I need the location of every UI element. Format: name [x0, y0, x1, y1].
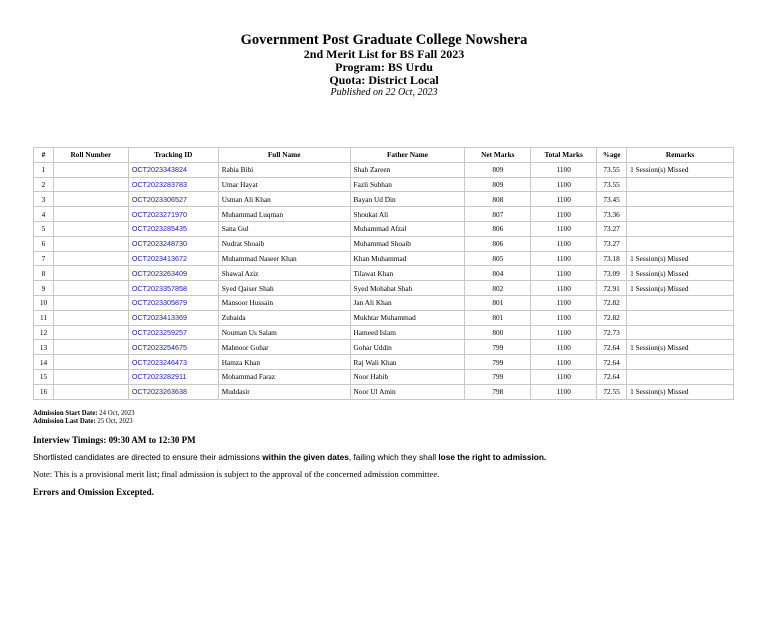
column-header-net-marks: Net Marks [465, 148, 531, 163]
column-header-tracking-id: Tracking ID [128, 148, 218, 163]
percentage: 73.36 [597, 207, 627, 222]
full-name: Shawal Aziz [218, 266, 350, 281]
father-name: Muhammad Shoaib [350, 236, 465, 251]
total-marks: 1100 [531, 369, 597, 384]
full-name: Mansoor Hussain [218, 295, 350, 310]
row-number: 13 [34, 340, 54, 355]
provisional-note: Note: This is a provisional merit list; final admission is subject to the approval of the concerned admission committee. [33, 469, 440, 479]
percentage: 73.55 [597, 177, 627, 192]
instructions-text-1: Shortlisted candidates are directed to ensure their admissions [33, 452, 263, 462]
total-marks: 1100 [531, 295, 597, 310]
total-marks: 1100 [531, 162, 597, 177]
percentage: 72.82 [597, 295, 627, 310]
remarks [627, 355, 734, 370]
row-number: 15 [34, 369, 54, 384]
errors-omission-note: Errors and Omission Excepted. [33, 487, 154, 497]
remarks [627, 177, 734, 192]
net-marks: 798 [465, 384, 531, 399]
admission-instructions [33, 452, 546, 462]
total-marks: 1100 [531, 236, 597, 251]
full-name: Hamza Khan [218, 355, 350, 370]
column-header-number: # [34, 148, 54, 163]
full-name: Zubaida [218, 310, 350, 325]
table-row [34, 162, 734, 177]
column-header-father-name: Father Name [350, 148, 465, 163]
total-marks: 1100 [531, 355, 597, 370]
table-row [34, 295, 734, 310]
column-header-full-name: Full Name [218, 148, 350, 163]
net-marks: 805 [465, 251, 531, 266]
tracking-id-link[interactable]: OCT2023248730 [128, 236, 218, 251]
published-date: Published on 22 Oct, 2023 [330, 87, 438, 98]
roll-number [53, 221, 128, 236]
remarks: 1 Session(s) Missed [627, 281, 734, 296]
father-name: Mukhtar Muhammad [350, 310, 465, 325]
remarks [627, 310, 734, 325]
percentage: 72.91 [597, 281, 627, 296]
total-marks: 1100 [531, 192, 597, 207]
tracking-id-link[interactable]: OCT2023305879 [128, 295, 218, 310]
row-number: 2 [34, 177, 54, 192]
full-name: Muhammad Luqman [218, 207, 350, 222]
college-title: Government Post Graduate College Nowshera [240, 32, 528, 48]
roll-number [53, 340, 128, 355]
admission-start-value: 24 Oct, 2023 [99, 410, 135, 417]
father-name: Raj Wali Khan [350, 355, 465, 370]
column-header-remarks: Remarks [627, 148, 734, 163]
total-marks: 1100 [531, 325, 597, 340]
table-header-row [34, 148, 734, 163]
tracking-id-link[interactable]: OCT2023343824 [128, 162, 218, 177]
full-name: Sana Gul [218, 221, 350, 236]
net-marks: 804 [465, 266, 531, 281]
father-name: Syed Mohabat Shah [350, 281, 465, 296]
remarks: 1 Session(s) Missed [627, 340, 734, 355]
roll-number [53, 266, 128, 281]
total-marks: 1100 [531, 281, 597, 296]
remarks [627, 192, 734, 207]
table-row [34, 266, 734, 281]
percentage: 73.55 [597, 162, 627, 177]
table-row [34, 369, 734, 384]
total-marks: 1100 [531, 310, 597, 325]
row-number: 3 [34, 192, 54, 207]
remarks [627, 295, 734, 310]
total-marks: 1100 [531, 340, 597, 355]
table-row [34, 355, 734, 370]
merit-list-table [33, 147, 734, 400]
full-name: Syed Qaiser Shah [218, 281, 350, 296]
roll-number [53, 384, 128, 399]
full-name: Mohammad Faraz [218, 369, 350, 384]
instructions-bold-2: lose the right to admission. [438, 452, 547, 462]
total-marks: 1100 [531, 251, 597, 266]
net-marks: 799 [465, 369, 531, 384]
tracking-id-link[interactable]: OCT2023263638 [128, 384, 218, 399]
row-number: 14 [34, 355, 54, 370]
quota-title: Quota: District Local [329, 73, 439, 87]
tracking-id-link[interactable]: OCT2023271970 [128, 207, 218, 222]
roll-number [53, 177, 128, 192]
tracking-id-link[interactable]: OCT2023254675 [128, 340, 218, 355]
row-number: 7 [34, 251, 54, 266]
full-name: Mahnoor Gohar [218, 340, 350, 355]
roll-number [53, 325, 128, 340]
full-name: Nouman Us Salam [218, 325, 350, 340]
net-marks: 806 [465, 236, 531, 251]
table-row [34, 236, 734, 251]
total-marks: 1100 [531, 207, 597, 222]
roll-number [53, 310, 128, 325]
percentage: 73.45 [597, 192, 627, 207]
net-marks: 807 [465, 207, 531, 222]
net-marks: 799 [465, 355, 531, 370]
column-header-roll-number: Roll Number [53, 148, 128, 163]
father-name: Noor Habib [350, 369, 465, 384]
interview-timings: Interview Timings: 09:30 AM to 12:30 PM [33, 435, 196, 445]
full-name: Rabia Bibi [218, 162, 350, 177]
percentage: 73.27 [597, 221, 627, 236]
table-row [34, 207, 734, 222]
merit-list-title: 2nd Merit List for BS Fall 2023 [303, 47, 465, 61]
full-name: Umar Hayat [218, 177, 350, 192]
tracking-id-link[interactable]: OCT2023263409 [128, 266, 218, 281]
net-marks: 809 [465, 162, 531, 177]
total-marks: 1100 [531, 221, 597, 236]
net-marks: 806 [465, 221, 531, 236]
tracking-id-link[interactable]: OCT2023357858 [128, 281, 218, 296]
percentage: 72.64 [597, 340, 627, 355]
row-number: 1 [34, 162, 54, 177]
full-name: Muhammad Naseer Khan [218, 251, 350, 266]
roll-number [53, 355, 128, 370]
total-marks: 1100 [531, 177, 597, 192]
row-number: 9 [34, 281, 54, 296]
remarks: 1 Session(s) Missed [627, 251, 734, 266]
percentage: 72.55 [597, 384, 627, 399]
remarks: 1 Session(s) Missed [627, 266, 734, 281]
table-row [34, 384, 734, 399]
instructions-bold-1: within the given dates [262, 452, 349, 462]
table-row [34, 281, 734, 296]
admission-last-value: 25 Oct, 2023 [97, 418, 133, 425]
father-name: Shah Zareen [350, 162, 465, 177]
total-marks: 1100 [531, 384, 597, 399]
row-number: 4 [34, 207, 54, 222]
tracking-id-link[interactable]: OCT2023246473 [128, 355, 218, 370]
total-marks: 1100 [531, 266, 597, 281]
percentage: 72.64 [597, 355, 627, 370]
net-marks: 808 [465, 192, 531, 207]
roll-number [53, 162, 128, 177]
roll-number [53, 281, 128, 296]
remarks [627, 369, 734, 384]
father-name: Noor Ul Amin [350, 384, 465, 399]
percentage: 72.73 [597, 325, 627, 340]
table-row [34, 177, 734, 192]
admission-start-label: Admission Start Date: [33, 410, 98, 417]
column-header-total-marks: Total Marks [531, 148, 597, 163]
roll-number [53, 295, 128, 310]
percentage: 73.27 [597, 236, 627, 251]
program-title: Program: BS Urdu [335, 60, 433, 74]
table-row [34, 221, 734, 236]
percentage: 73.18 [597, 251, 627, 266]
admission-dates [33, 410, 135, 426]
net-marks: 801 [465, 310, 531, 325]
table-row [34, 310, 734, 325]
father-name: Muhammad Afzal [350, 221, 465, 236]
tracking-id-link[interactable]: OCT2023413672 [128, 251, 218, 266]
roll-number [53, 207, 128, 222]
remarks: 1 Session(s) Missed [627, 162, 734, 177]
column-header-percentage: %age [597, 148, 627, 163]
full-name: Nudrat Shoaib [218, 236, 350, 251]
father-name: Jan Ali Khan [350, 295, 465, 310]
table-row [34, 325, 734, 340]
tracking-id-link[interactable]: OCT2023259257 [128, 325, 218, 340]
tracking-id-link[interactable]: OCT2023282911 [128, 369, 218, 384]
remarks [627, 207, 734, 222]
percentage: 72.64 [597, 369, 627, 384]
full-name: Muddasir [218, 384, 350, 399]
net-marks: 799 [465, 340, 531, 355]
row-number: 11 [34, 310, 54, 325]
instructions-text-2: , failing which they shall [348, 452, 439, 462]
father-name: Shoukat Ali [350, 207, 465, 222]
roll-number [53, 192, 128, 207]
table-row [34, 192, 734, 207]
net-marks: 800 [465, 325, 531, 340]
father-name: Hameed Islam [350, 325, 465, 340]
row-number: 8 [34, 266, 54, 281]
tracking-id-link[interactable]: OCT2023413369 [128, 310, 218, 325]
row-number: 10 [34, 295, 54, 310]
table-row [34, 340, 734, 355]
father-name: Bayan Ud Din [350, 192, 465, 207]
row-number: 5 [34, 221, 54, 236]
roll-number [53, 251, 128, 266]
roll-number [53, 369, 128, 384]
row-number: 16 [34, 384, 54, 399]
net-marks: 809 [465, 177, 531, 192]
roll-number [53, 236, 128, 251]
document-header [0, 32, 768, 99]
percentage: 72.82 [597, 310, 627, 325]
admission-last-label: Admission Last Date: [33, 418, 96, 425]
remarks [627, 221, 734, 236]
row-number: 12 [34, 325, 54, 340]
father-name: Fazli Subhan [350, 177, 465, 192]
percentage: 73.09 [597, 266, 627, 281]
father-name: Tilawat Khan [350, 266, 465, 281]
remarks [627, 236, 734, 251]
net-marks: 801 [465, 295, 531, 310]
father-name: Khan Muhammad [350, 251, 465, 266]
net-marks: 802 [465, 281, 531, 296]
remarks: 1 Session(s) Missed [627, 384, 734, 399]
remarks [627, 325, 734, 340]
tracking-id-link[interactable]: OCT2023285435 [128, 221, 218, 236]
full-name: Usman Ali Khan [218, 192, 350, 207]
father-name: Gohar Uddin [350, 340, 465, 355]
table-row [34, 251, 734, 266]
tracking-id-link[interactable]: OCT2023283783 [128, 177, 218, 192]
tracking-id-link[interactable]: OCT2023306527 [128, 192, 218, 207]
row-number: 6 [34, 236, 54, 251]
